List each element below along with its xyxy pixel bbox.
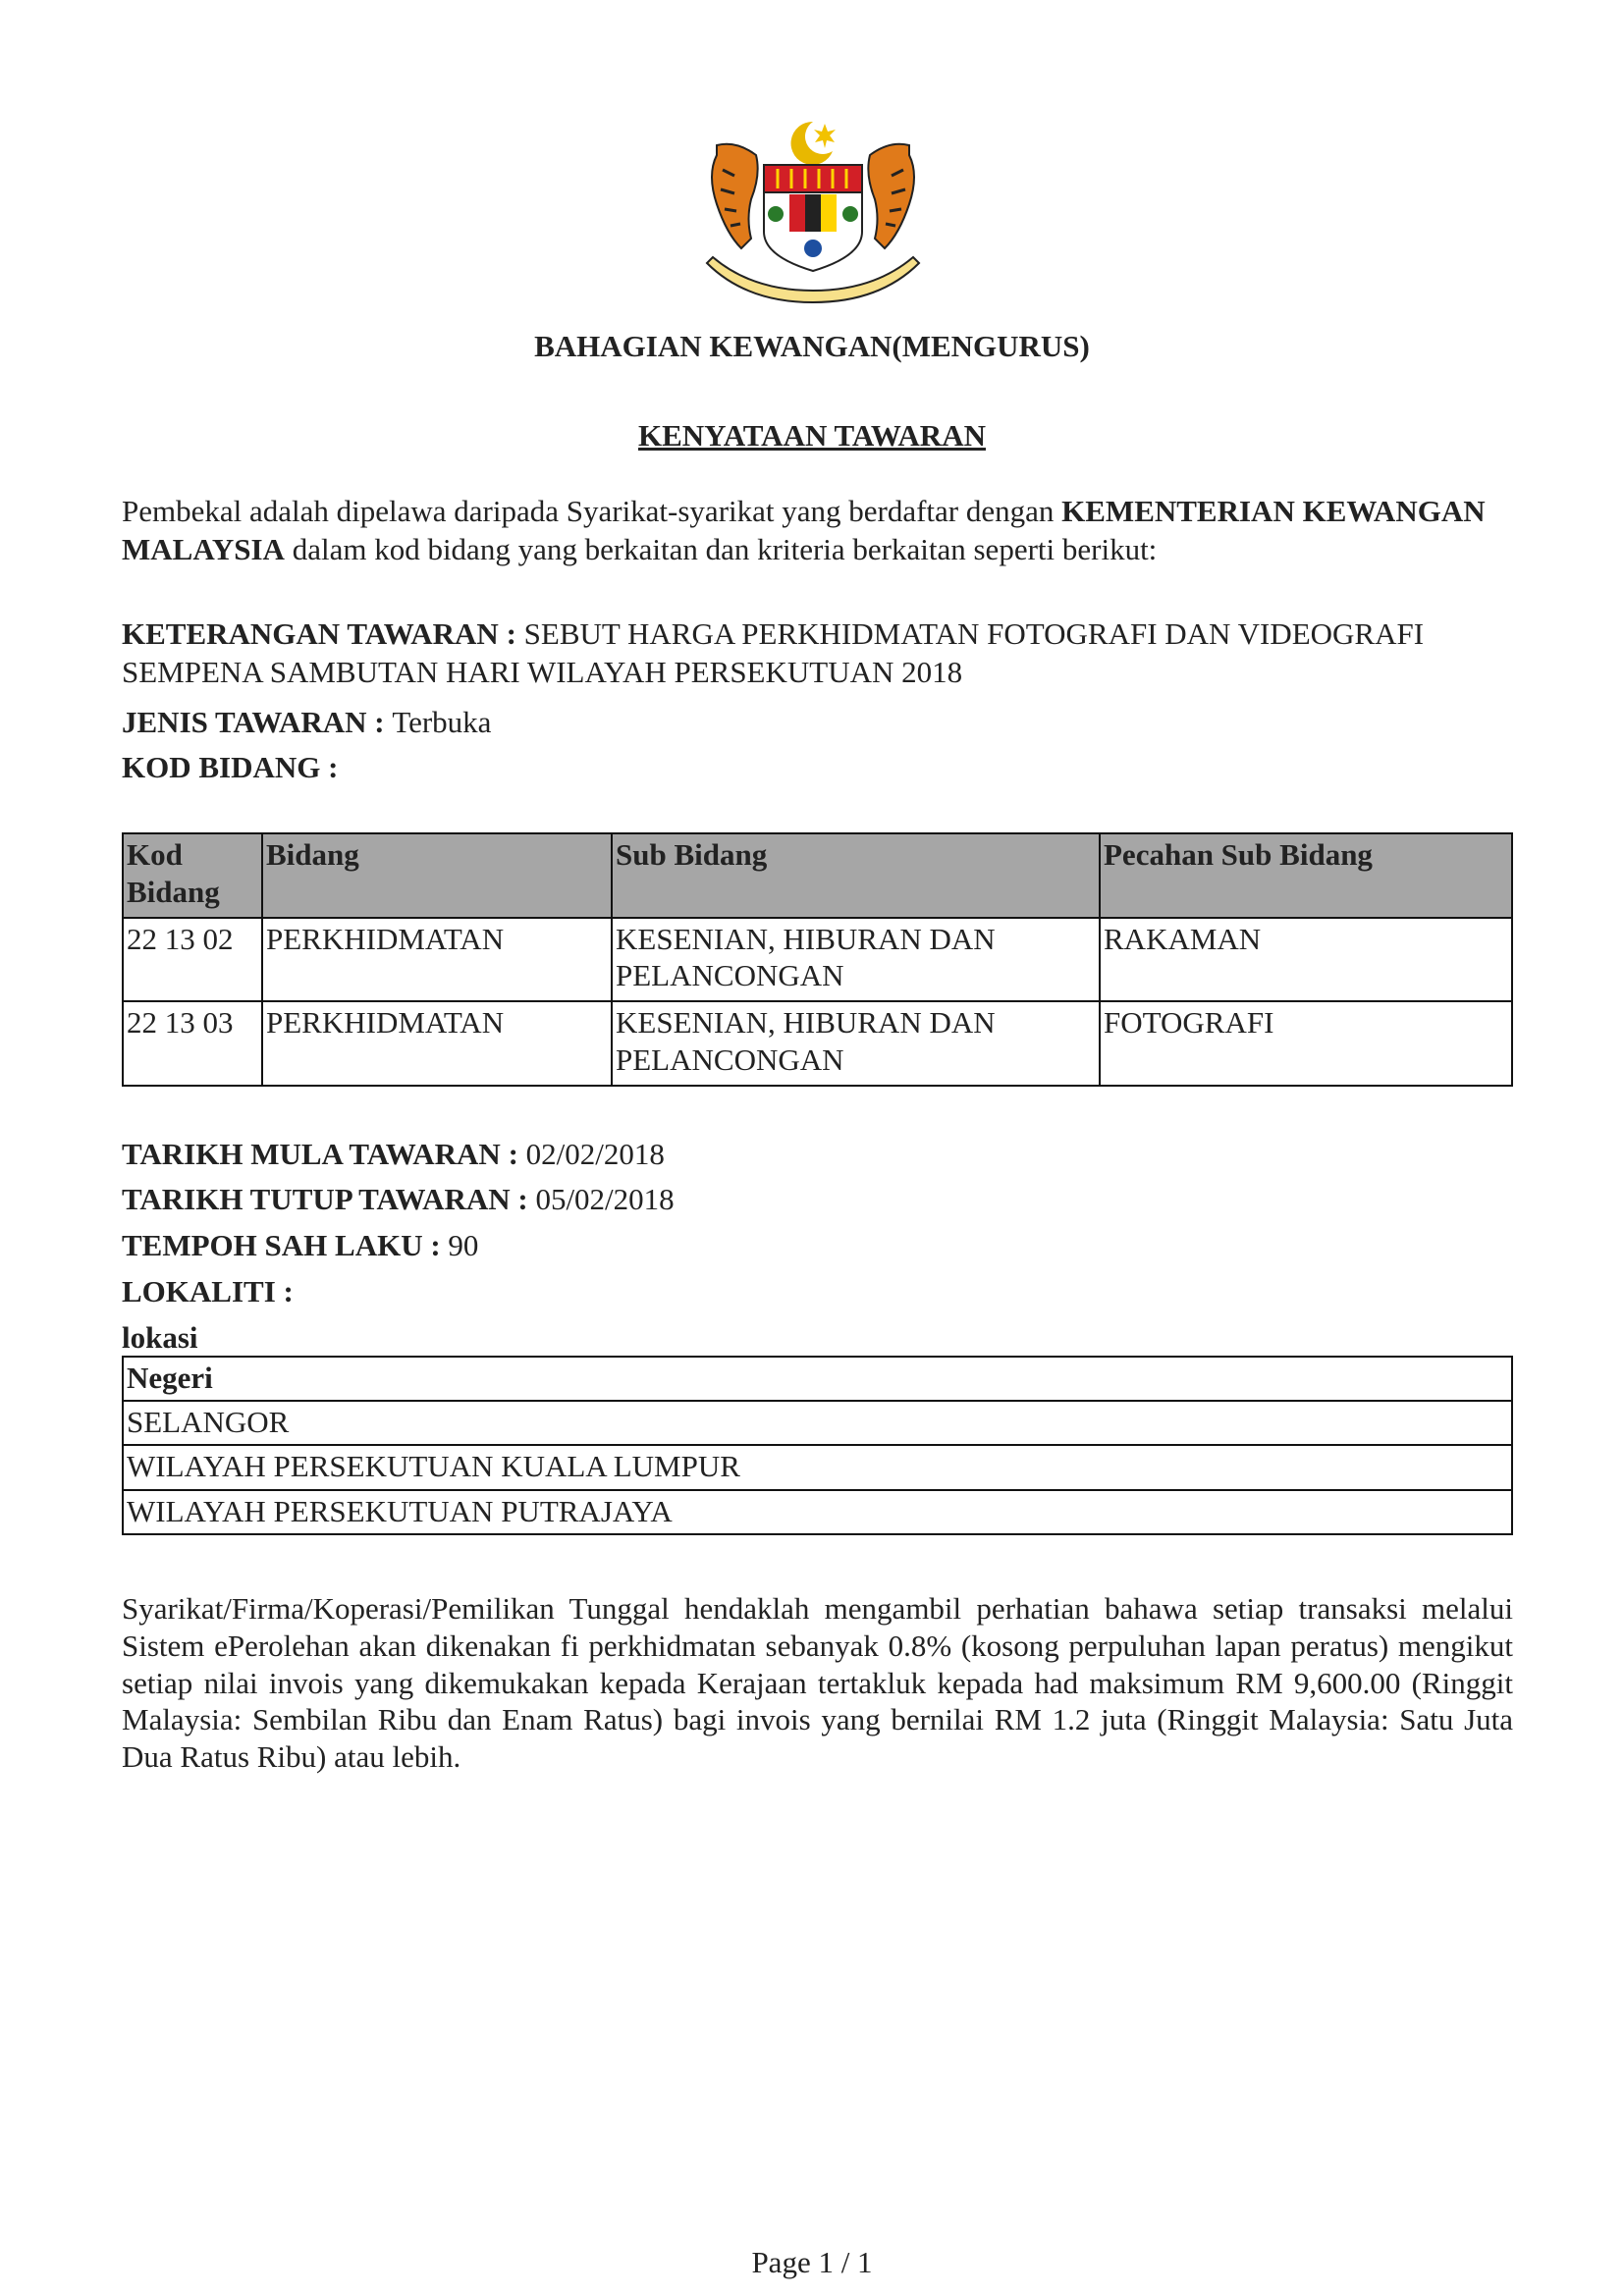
keterangan-label: KETERANGAN TAWARAN : xyxy=(122,616,524,651)
keterangan-value: SEBUT HARGA PERKHIDMATAN FOTOGRAFI DAN VIDEOGRAFI SEMPENA SAMBUTAN HARI WILAYAH PERSEKUTUAN 2018 xyxy=(122,616,1425,689)
cell-bidang: PERKHIDMATAN xyxy=(262,1001,612,1086)
cell-negeri: WILAYAH PERSEKUTUAN PUTRAJAYA xyxy=(123,1490,1512,1534)
cell-negeri: SELANGOR xyxy=(123,1401,1512,1445)
department-heading: BAHAGIAN KEWANGAN(MENGURUS) xyxy=(534,329,1090,363)
keterangan-tawaran xyxy=(122,615,1516,692)
cell-kod: 22 13 03 xyxy=(123,1001,262,1086)
tempoh-sah-laku xyxy=(122,1227,1516,1265)
kod-bidang-table xyxy=(122,832,1513,1087)
cell-negeri: WILAYAH PERSEKUTUAN KUALA LUMPUR xyxy=(123,1445,1512,1489)
kod-bidang-label-text: KOD BIDANG : xyxy=(122,750,339,784)
table-header-row xyxy=(123,1357,1512,1401)
tarikh-mula-label: TARIKH MULA TAWARAN : xyxy=(122,1137,526,1171)
table-row xyxy=(123,1490,1512,1534)
page-title: KENYATAAN TAWARAN xyxy=(638,418,986,453)
table-row xyxy=(123,1401,1512,1445)
intro-text-2: dalam kod bidang yang berkaitan dan kriteria berkaitan seperti berikut: xyxy=(284,531,1158,566)
table-row xyxy=(123,918,1512,1002)
tarikh-mula-tawaran xyxy=(122,1136,1516,1174)
jenis-label: JENIS TAWARAN : xyxy=(122,705,393,739)
cell-bidang: PERKHIDMATAN xyxy=(262,918,612,1002)
lokasi-label: lokasi xyxy=(122,1320,198,1355)
header-pecahan-sub-bidang: Pecahan Sub Bidang xyxy=(1100,833,1512,918)
jenis-tawaran xyxy=(122,704,1516,742)
cell-sub-bidang: KESENIAN, HIBURAN DAN PELANCONGAN xyxy=(612,1001,1100,1086)
lokaliti-label-text: LOKALITI : xyxy=(122,1274,294,1308)
lokasi-table xyxy=(122,1356,1513,1535)
table-row xyxy=(123,1445,1512,1489)
tarikh-mula-value: 02/02/2018 xyxy=(525,1137,665,1171)
intro-ministry: KEMENTERIAN KEWANGAN MALAYSIA xyxy=(122,494,1486,566)
table-row xyxy=(123,1001,1512,1086)
lokaliti-label xyxy=(122,1273,1516,1311)
tempoh-label: TEMPOH SAH LAKU : xyxy=(122,1228,449,1262)
tarikh-tutup-value: 05/02/2018 xyxy=(535,1182,675,1216)
cell-kod: 22 13 02 xyxy=(123,918,262,1002)
service-fee-notice: Syarikat/Firma/Koperasi/Pemilikan Tunggal hendaklah mengambil perhatian bahawa setiap transaksi melalui Sistem ePerolehan akan dikenakan fi perkhidmatan sebanyak 0.8% (kosong perpuluhan lapan peratus) mengikut setiap nilai invois yang dikemukakan kepada Kerajaan tertakluk kepada had maksimum RM 9,600.00 (Ringgit Malaysia: Sembilan Ribu dan Enam Ratus) bagi invois yang bernilai RM 1.2 juta (Ringgit Malaysia: Satu Juta Dua Ratus Ribu) atau lebih. xyxy=(122,1591,1513,1775)
malaysia-coat-of-arms-icon xyxy=(687,116,939,312)
kod-bidang-label xyxy=(122,749,1516,787)
intro-paragraph xyxy=(122,493,1516,569)
intro-text-1: Pembekal adalah dipelawa daripada Syarikat-syarikat yang berdaftar dengan xyxy=(122,494,1062,528)
page-number: Page 1 / 1 xyxy=(751,2245,873,2279)
header-bidang: Bidang xyxy=(262,833,612,918)
cell-sub-bidang: KESENIAN, HIBURAN DAN PELANCONGAN xyxy=(612,918,1100,1002)
cell-pecahan: RAKAMAN xyxy=(1100,918,1512,1002)
header-sub-bidang: Sub Bidang xyxy=(612,833,1100,918)
tempoh-value: 90 xyxy=(448,1228,479,1262)
header-kod-bidang: Kod Bidang xyxy=(123,833,262,918)
tarikh-tutup-label: TARIKH TUTUP TAWARAN : xyxy=(122,1182,536,1216)
jenis-value: Terbuka xyxy=(392,705,492,739)
header-negeri: Negeri xyxy=(123,1357,1512,1401)
table-header-row xyxy=(123,833,1512,918)
cell-pecahan: FOTOGRAFI xyxy=(1100,1001,1512,1086)
tarikh-tutup-tawaran xyxy=(122,1181,1516,1219)
